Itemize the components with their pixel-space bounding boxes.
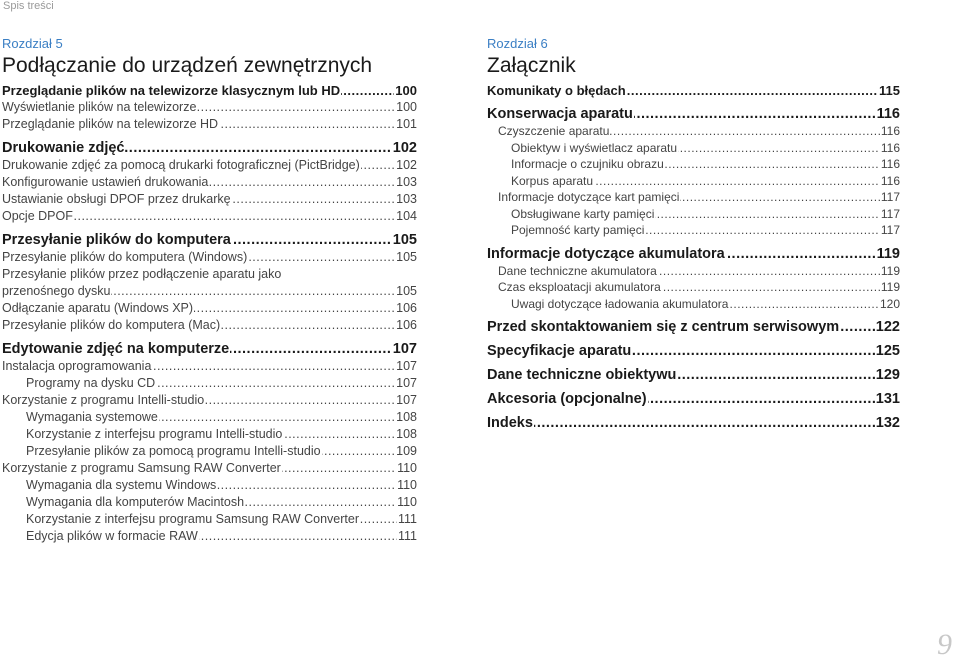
toc-entry-page: 105 — [396, 250, 417, 264]
toc-entry-title: Specyfikacje aparatu — [487, 343, 632, 359]
toc-entry-title: Instalacja oprogramowania — [2, 359, 152, 373]
toc-entry-page: 103 — [396, 192, 417, 206]
toc-entry-page: 104 — [396, 209, 417, 223]
toc-entry-title: Korzystanie z programu Samsung RAW Converter — [2, 461, 281, 475]
toc-entry-page: 116 — [880, 157, 900, 171]
toc-entry-title: Edytowanie zdjęć na komputerze — [2, 341, 230, 357]
toc-entry-title: Wymagania dla komputerów Macintosh — [26, 495, 245, 509]
toc-entry[interactable] — [2, 392, 417, 409]
toc-entry-page: 117 — [880, 206, 900, 221]
toc-entry-page: 125 — [875, 343, 900, 359]
toc-entry-title: Akcesoria (opcjonalne) — [487, 391, 647, 407]
toc-entry-page: 119 — [880, 263, 900, 278]
toc-entry-title: Dane techniczne akumulatora — [498, 263, 657, 278]
toc-entry[interactable] — [487, 263, 900, 280]
toc-entry-page: 102 — [392, 140, 417, 156]
chapter-label: Rozdział 6 — [487, 36, 548, 51]
toc-entry[interactable] — [487, 414, 900, 432]
toc-entry-line: Przesyłanie plików przez podłączenie aparatu jako — [2, 267, 282, 281]
toc-entry-page: 110 — [397, 478, 417, 492]
toc-entry[interactable] — [487, 318, 900, 336]
toc-entry[interactable] — [2, 208, 417, 225]
toc-entry[interactable] — [2, 174, 417, 191]
toc-entry-page: 109 — [396, 444, 417, 458]
toc-entry-page: 111 — [397, 512, 417, 526]
toc-entry-page: 105 — [392, 232, 417, 248]
toc-entry-page: 129 — [875, 367, 900, 383]
toc-entry-title: Informacje dotyczące akumulatora — [487, 245, 725, 262]
toc-entry-page: 107 — [396, 359, 417, 373]
toc-entry[interactable] — [2, 426, 417, 443]
toc-entry[interactable] — [487, 173, 900, 190]
toc-entry-page: 100 — [396, 100, 417, 114]
toc-column-chapter-5 — [2, 36, 417, 545]
chapter-label: Rozdział 5 — [2, 36, 63, 51]
toc-entry[interactable] — [2, 494, 417, 511]
toc-entry-title: Korzystanie z programu Intelli-studio — [2, 393, 205, 407]
toc-entry-title: Wymagania dla systemu Windows — [26, 478, 217, 492]
toc-entry-title: Wymagania systemowe — [26, 410, 158, 424]
toc-entry[interactable] — [2, 283, 417, 300]
toc-entry-title: Czyszczenie aparatu — [498, 124, 610, 138]
toc-entry[interactable] — [2, 340, 417, 358]
toc-entry-page: 107 — [396, 376, 417, 390]
toc-entry-page: 131 — [875, 391, 900, 407]
toc-entry[interactable] — [487, 156, 900, 173]
toc-entry-page: 107 — [392, 341, 417, 357]
toc-entry[interactable] — [487, 206, 900, 223]
toc-entry[interactable] — [2, 231, 417, 249]
toc-entry-title: Konfigurowanie ustawień drukowania — [2, 175, 209, 189]
toc-entry-title: Obsługiwane karty pamięci — [511, 206, 655, 221]
toc-entry-page: 115 — [879, 83, 900, 98]
toc-entry-title: Przesyłanie plików do komputera — [2, 232, 231, 248]
toc-entry-page: 116 — [880, 124, 900, 138]
toc-entry[interactable] — [487, 296, 900, 313]
toc-entry-title: Wyświetlanie plików na telewizorze — [2, 100, 197, 114]
toc-entry[interactable] — [487, 189, 900, 206]
toc-entry-title: Korzystanie z interfejsu programu Samsung RAW Converter — [26, 512, 360, 526]
toc-entry-title: Przesyłanie plików do komputera (Mac) — [2, 318, 221, 332]
toc-entry-title: przenośnego dysku — [2, 284, 111, 298]
toc-entry-page: 122 — [875, 319, 900, 335]
toc-entry[interactable] — [2, 139, 417, 157]
toc-entry[interactable] — [2, 443, 417, 460]
toc-entry[interactable] — [2, 82, 417, 99]
toc-entry-title: Przeglądanie plików na telewizorze HD — [2, 117, 219, 131]
toc-entry[interactable] — [2, 409, 417, 426]
toc-entry-page: 108 — [396, 410, 417, 424]
toc-entry-page: 119 — [880, 280, 900, 294]
toc-entry[interactable] — [487, 279, 900, 296]
toc-entry[interactable] — [487, 222, 900, 239]
toc-entry-page: 117 — [880, 190, 900, 204]
toc-entry[interactable] — [2, 528, 417, 545]
toc-entry-page: 103 — [396, 175, 417, 189]
toc-entry-title: Odłączanie aparatu (Windows XP) — [2, 301, 194, 315]
toc-entry[interactable] — [487, 245, 900, 263]
toc-entry-title: Przeglądanie plików na telewizorze klasycznym lub HD — [2, 83, 341, 98]
toc-entry[interactable] — [487, 366, 900, 384]
toc-entry-page: 107 — [396, 393, 417, 407]
chapter-title: Załącznik — [487, 54, 576, 77]
toc-entry-title: Opcje DPOF — [2, 209, 73, 223]
toc-entry-page: 111 — [397, 529, 417, 543]
toc-entry-title: Przesyłanie plików do komputera (Windows) — [2, 250, 248, 264]
toc-entry-title: Drukowanie zdjęć — [2, 140, 125, 156]
toc-entry[interactable] — [487, 105, 900, 123]
toc-entry[interactable] — [2, 375, 417, 392]
chapter-title: Podłączanie do urządzeń zewnętrznych — [2, 54, 373, 77]
toc-entry-title: Komunikaty o błędach — [487, 83, 626, 98]
toc-entry[interactable] — [2, 317, 417, 334]
toc-entry[interactable] — [2, 477, 417, 494]
toc-entry-title: Pojemność karty pamięci — [511, 223, 645, 237]
toc-list — [487, 82, 900, 432]
toc-entry-title: Korzystanie z interfejsu programu Intelli-studio — [26, 427, 283, 441]
toc-entry-title: Dane techniczne obiektywu — [487, 367, 677, 383]
toc-entry[interactable] — [487, 140, 900, 157]
toc-entry-page: 116 — [876, 106, 900, 122]
toc-entry-page: 106 — [396, 301, 417, 315]
running-head: Spis treści — [3, 0, 54, 12]
toc-entry[interactable] — [2, 191, 417, 208]
toc-entry-title: Obiektyw i wyświetlacz aparatu — [511, 140, 678, 155]
toc-entry-title: Programy na dysku CD — [26, 376, 156, 390]
toc-entry-page: 100 — [395, 83, 417, 98]
toc-entry-page: 120 — [879, 296, 900, 311]
toc-entry-title: Informacje dotyczące kart pamięci — [498, 190, 680, 204]
toc-entry[interactable] — [2, 157, 417, 174]
toc-entry[interactable] — [2, 511, 417, 528]
toc-entry[interactable] — [487, 82, 900, 99]
toc-entry[interactable] — [2, 249, 417, 266]
toc-entry-page: 110 — [397, 495, 417, 509]
toc-entry-page: 101 — [396, 117, 417, 131]
toc-column-chapter-6 — [487, 36, 900, 432]
toc-entry-title: Indeks — [487, 415, 533, 431]
toc-entry-title: Konserwacja aparatu — [487, 106, 633, 122]
toc-entry[interactable] — [487, 342, 900, 360]
toc-entry-page: 117 — [880, 223, 900, 237]
toc-entry-page: 102 — [396, 158, 417, 172]
toc-entry-title: Uwagi dotyczące ładowania akumulatora — [511, 296, 729, 311]
toc-entry-title: Przesyłanie plików za pomocą programu Intelli-studio — [26, 444, 321, 458]
page-number: 9 — [937, 628, 952, 661]
toc-entry-page: 106 — [396, 318, 417, 332]
toc-entry-page: 108 — [396, 427, 417, 441]
toc-entry-title: Drukowanie zdjęć za pomocą drukarki fotograficznej (PictBridge) — [2, 158, 360, 172]
toc-entry[interactable] — [487, 390, 900, 408]
toc-entry-title: Informacje o czujniku obrazu — [511, 157, 664, 171]
toc-entry[interactable] — [2, 116, 417, 133]
toc-entry[interactable] — [2, 300, 417, 317]
toc-entry[interactable] — [2, 99, 417, 116]
toc-entry-title: Czas eksploatacji akumulatora — [498, 280, 661, 294]
toc-entry-title: Ustawianie obsługi DPOF przez drukarkę — [2, 192, 231, 206]
toc-entry[interactable] — [2, 358, 417, 375]
toc-entry-page: 116 — [880, 173, 900, 188]
toc-entry-title: Przed skontaktowaniem się z centrum serwisowym — [487, 319, 840, 335]
toc-entry-page: 116 — [880, 140, 900, 155]
toc-entry-page: 105 — [396, 284, 417, 298]
toc-entry-title: Korpus aparatu — [511, 173, 594, 188]
toc-entry-page: 119 — [876, 245, 900, 262]
toc-entry[interactable] — [2, 460, 417, 477]
toc-entry-title: Edycja plików w formacie RAW — [26, 529, 198, 543]
toc-entry-page: 110 — [397, 461, 417, 475]
toc-entry[interactable] — [487, 123, 900, 140]
toc-entry-page: 132 — [875, 415, 900, 431]
toc-list — [2, 82, 417, 545]
